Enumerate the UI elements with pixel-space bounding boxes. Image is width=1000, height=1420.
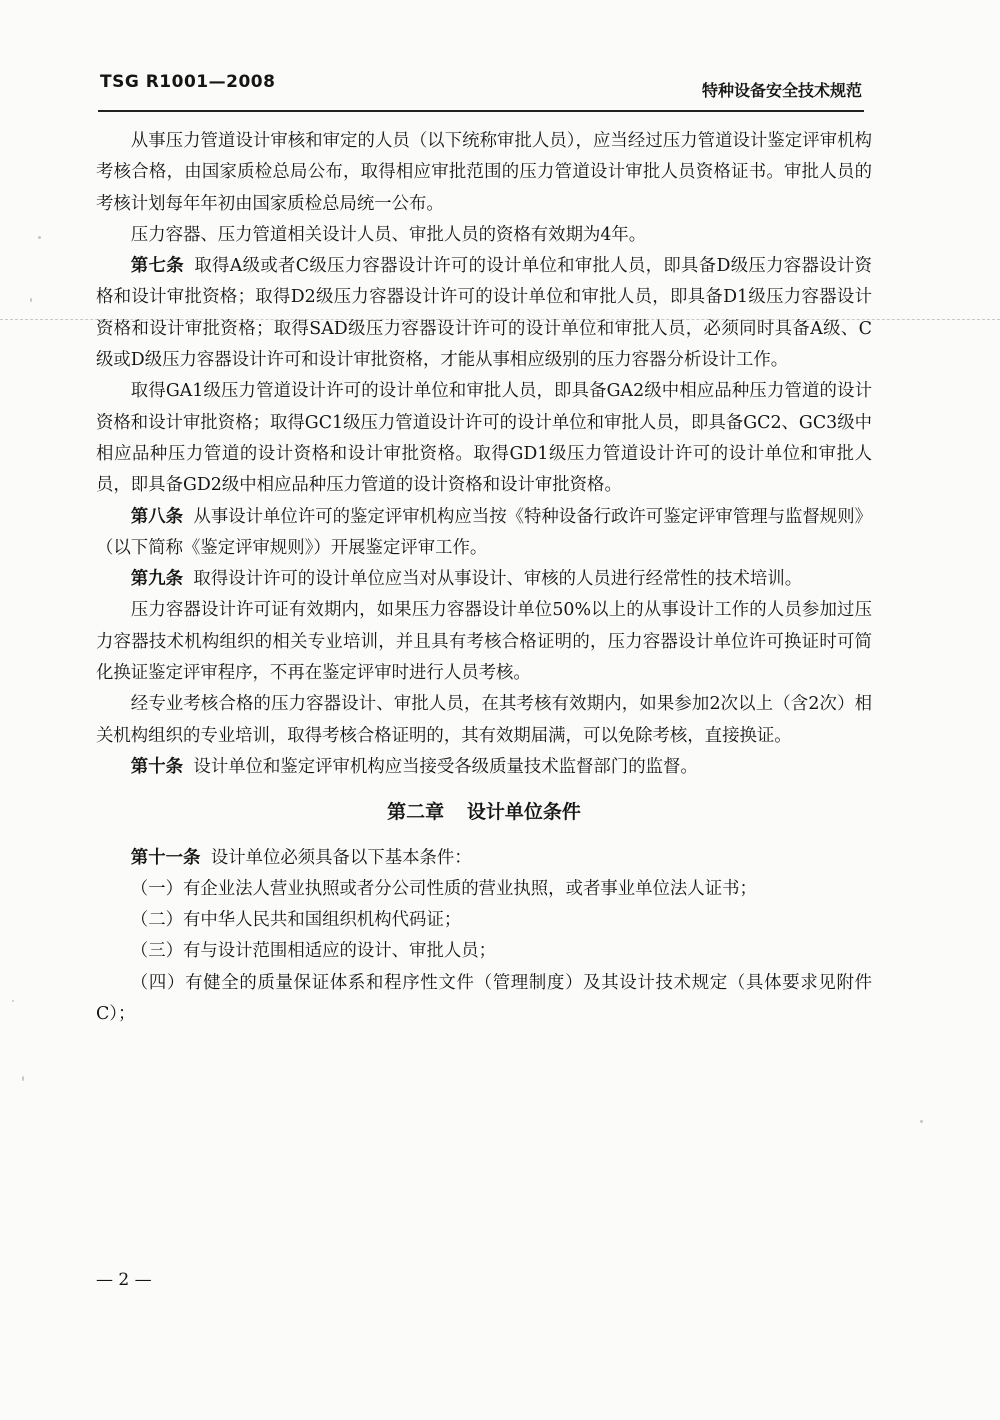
chapter-heading xyxy=(96,797,872,828)
paragraph-text: 取得A级或者C级压力容器设计许可的设计单位和审批人员，即具备D级压力容器设计资格和设计审批资格；取得D2级压力容器设计许可的设计单位和审批人员，即具备D1级压力容器设计资格和设计审批资格；取得SAD级压力容器设计许可的设计单位和审批人员，必须同时具备A级、C级或D级压力容器设计许可和设计审批资格，才能从事相应级别的压力容器分析设计工作。 xyxy=(96,256,872,371)
document-body xyxy=(96,126,872,1030)
standard-code: TSG R1001—2008 xyxy=(100,72,276,92)
page-number: — 2 — xyxy=(96,1270,152,1290)
list-item xyxy=(96,905,872,936)
paragraph-text: 取得GA1级压力管道设计许可的设计单位和审批人员，即具备GA2级中相应品种压力管道的设计资格和设计审批资格；取得GC1级压力管道设计许可的设计单位和审批人员，即具备GC2、GC3级中相应品种压力管道的设计资格和设计审批资格。取得GD1级压力管道设计许可的设计单位和审批人员，即具备GD2级中相应品种压力管道的设计资格和设计审批资格。 xyxy=(96,381,872,496)
paragraph xyxy=(96,843,872,874)
paragraph xyxy=(96,220,872,251)
paragraph xyxy=(96,689,872,752)
paragraph-text: （三）有与设计范围相适应的设计、审批人员； xyxy=(130,941,497,962)
article-label: 第七条 xyxy=(130,256,184,277)
scan-speck xyxy=(30,298,32,302)
paragraph xyxy=(96,502,872,565)
scan-speck xyxy=(12,1000,14,1002)
header-rule xyxy=(98,110,864,112)
paragraph-text: 设计单位必须具备以下基本条件： xyxy=(210,847,472,868)
header-title: 特种设备安全技术规范 xyxy=(701,81,862,100)
paragraph-text: 取得设计许可的设计单位应当对从事设计、审核的人员进行经常性的技术培训。 xyxy=(193,569,803,590)
scan-speck xyxy=(38,236,41,239)
paragraph-text: 压力容器、压力管道相关设计人员、审批人员的资格有效期为4年。 xyxy=(130,224,647,245)
paragraph-text: 压力容器设计许可证有效期内，如果压力容器设计单位50%以上的从事设计工作的人员参加过压力容器技术机构组织的相关专业培训，并且具有考核合格证明的，压力容器设计单位许可换证时可简化换证鉴定评审程序，不再在鉴定评审时进行人员考核。 xyxy=(96,600,872,684)
list-item xyxy=(96,968,872,1031)
paragraph xyxy=(96,564,872,595)
scan-speck xyxy=(920,1120,923,1123)
paragraph-text: 设计单位和鉴定评审机构应当接受各级质量技术监督部门的监督。 xyxy=(193,756,698,777)
paragraph-text: （二）有中华人民共和国组织机构代码证； xyxy=(130,910,462,931)
article-label: 第十条 xyxy=(130,756,183,777)
article-label: 第九条 xyxy=(130,569,183,590)
scan-speck xyxy=(22,1076,24,1081)
paragraph-text: 经专业考核合格的压力容器设计、审批人员，在其考核有效期内，如果参加2次以上（含2次）相关机构组织的专业培训，取得考核合格证明的，其有效期届满，可以免除考核，直接换证。 xyxy=(96,694,872,746)
list-item xyxy=(96,874,872,905)
paragraph-text: （一）有企业法人营业执照或者分公司性质的营业执照，或者事业单位法人证书； xyxy=(130,878,757,899)
paragraph xyxy=(96,752,872,783)
article-label: 第八条 xyxy=(130,506,183,527)
paragraph xyxy=(96,595,872,689)
list-item xyxy=(96,936,872,967)
paragraph-text: （四）有健全的质量保证体系和程序性文件（管理制度）及其设计技术规定（具体要求见附件C）； xyxy=(96,972,872,1025)
paragraph xyxy=(96,126,872,220)
article-label: 第十一条 xyxy=(130,847,201,868)
paragraph-text: 从事设计单位许可的鉴定评审机构应当按《特种设备行政许可鉴定评审管理与监督规则》（以下简称《鉴定评审规则》）开展鉴定评审工作。 xyxy=(96,506,872,558)
paragraph xyxy=(96,376,872,501)
paragraph xyxy=(96,251,872,376)
chapter-title: 设计单位条件 xyxy=(466,801,581,824)
paragraph-text: 从事压力管道设计审核和审定的人员（以下统称审批人员），应当经过压力管道设计鉴定评审机构考核合格，由国家质检总局公布，取得相应审批范围的压力管道设计审批人员资格证书。审批人员的考核计划每年年初由国家质检总局统一公布。 xyxy=(96,131,872,214)
chapter-number: 第二章 xyxy=(387,801,445,824)
